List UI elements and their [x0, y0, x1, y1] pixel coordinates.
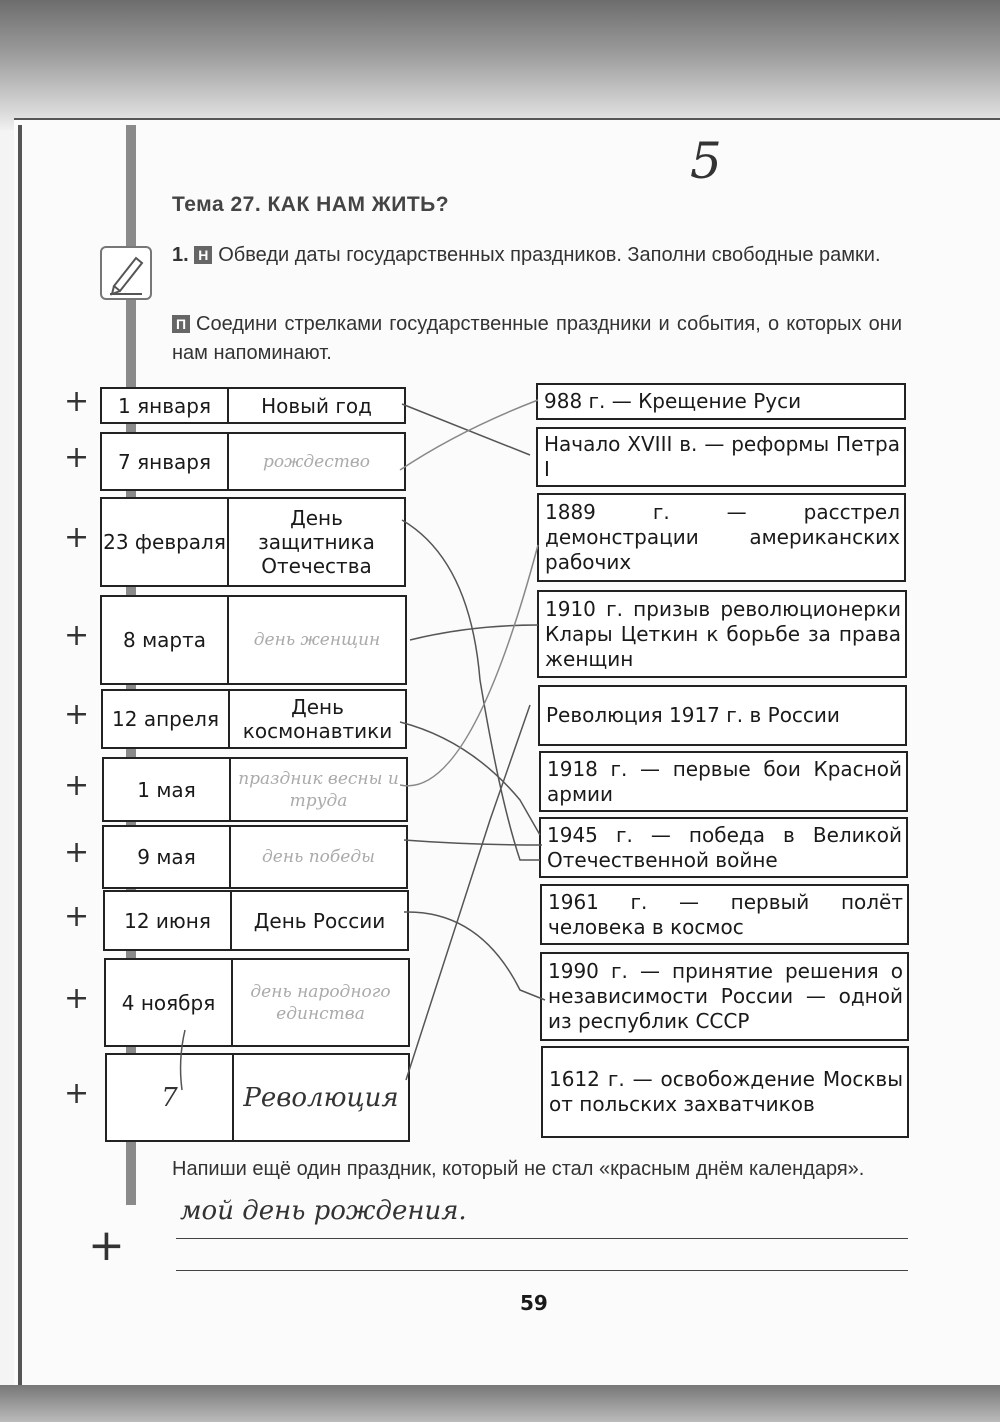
extra-task: Напиши ещё один праздник, который не стал «красным днём календаря».	[172, 1158, 865, 1180]
holiday-name: День космонавтики	[242, 695, 393, 743]
event-box: 1889 г. — расстрел демонстрации американских рабочих	[537, 493, 906, 582]
holiday-name: Революция	[243, 1082, 399, 1113]
connection-line	[400, 722, 540, 835]
event-box: Начало XVIII в. — реформы Петра I	[536, 427, 906, 487]
connection-line	[404, 840, 542, 845]
level-badge-n: Н	[194, 246, 212, 264]
connection-line	[400, 400, 538, 470]
holiday-name: рождество	[262, 451, 371, 472]
holiday-name: День защитника Отечества	[258, 506, 375, 578]
event-box: 1990 г. — принятие решения о независимости России — одной из республик СССР	[540, 952, 909, 1041]
instruction-text-2: Соедини стрелками государственные праздники и события, о которых они нам напоминают.	[172, 313, 902, 364]
event-box: 1612 г. — освобождение Москвы от польских захватчиков	[541, 1046, 909, 1138]
holiday-date: 1 мая	[104, 759, 231, 820]
holiday-date: 1 января	[102, 389, 229, 422]
instruction-text-1: Обведи даты государственных праздников. Заполни свободные рамки.	[218, 244, 881, 266]
holiday-name: день женщин	[253, 630, 381, 650]
connection-line	[181, 1030, 185, 1090]
holiday-date: 12 июня	[105, 892, 232, 949]
event-box: 1918 г. — первые бои Красной армии	[539, 751, 908, 812]
check-mark: +	[64, 835, 90, 870]
check-mark: +	[64, 767, 90, 803]
holiday-date: 7 января	[102, 434, 229, 489]
check-mark: +	[88, 1220, 125, 1271]
answer-line	[176, 1270, 908, 1271]
holiday-date: 7	[107, 1055, 234, 1140]
check-mark: +	[64, 520, 90, 555]
holiday-name: День России	[253, 908, 386, 933]
event-box: 1961 г. — первый полёт человека в космос	[540, 884, 909, 945]
holiday-name: день народного единства	[250, 981, 391, 1024]
page-title: Тема 27. КАК НАМ ЖИТЬ?	[172, 193, 450, 216]
connection-line	[402, 520, 540, 860]
connection-line	[404, 912, 545, 1000]
connection-line	[406, 705, 530, 1080]
holiday-date: 8 марта	[102, 597, 229, 683]
holiday-date: 4 ноября	[106, 960, 233, 1045]
extra-answer: мой день рождения.	[180, 1196, 467, 1226]
check-mark: +	[64, 1075, 90, 1111]
check-mark: +	[64, 697, 90, 732]
check-mark: +	[64, 439, 90, 475]
task-number: 1.	[172, 244, 189, 266]
check-mark: +	[64, 898, 90, 934]
check-mark: +	[64, 618, 90, 653]
holiday-date: 9 мая	[104, 827, 231, 887]
grade-mark: 5	[690, 132, 722, 190]
check-mark: +	[64, 383, 90, 419]
check-mark: +	[64, 980, 90, 1016]
page-number: 59	[520, 1291, 548, 1315]
answer-line	[176, 1238, 908, 1239]
holiday-name: Новый год	[261, 393, 372, 418]
event-box: 988 г. — Крещение Руси	[536, 383, 906, 420]
holiday-date: 23 февраля	[102, 499, 229, 585]
level-badge-p: П	[172, 315, 190, 333]
holiday-date: 12 апреля	[103, 691, 230, 747]
holiday-name: праздник весны и труда	[238, 768, 399, 811]
event-box: 1945 г. — победа в Великой Отечественной войне	[539, 817, 908, 878]
event-box: Революция 1917 г. в России	[538, 685, 907, 746]
holiday-name: день победы	[262, 847, 375, 867]
event-box: 1910 г. призыв революционерки Клары Цеткин к борьбе за права женщин	[537, 590, 907, 678]
connection-line	[400, 545, 538, 786]
